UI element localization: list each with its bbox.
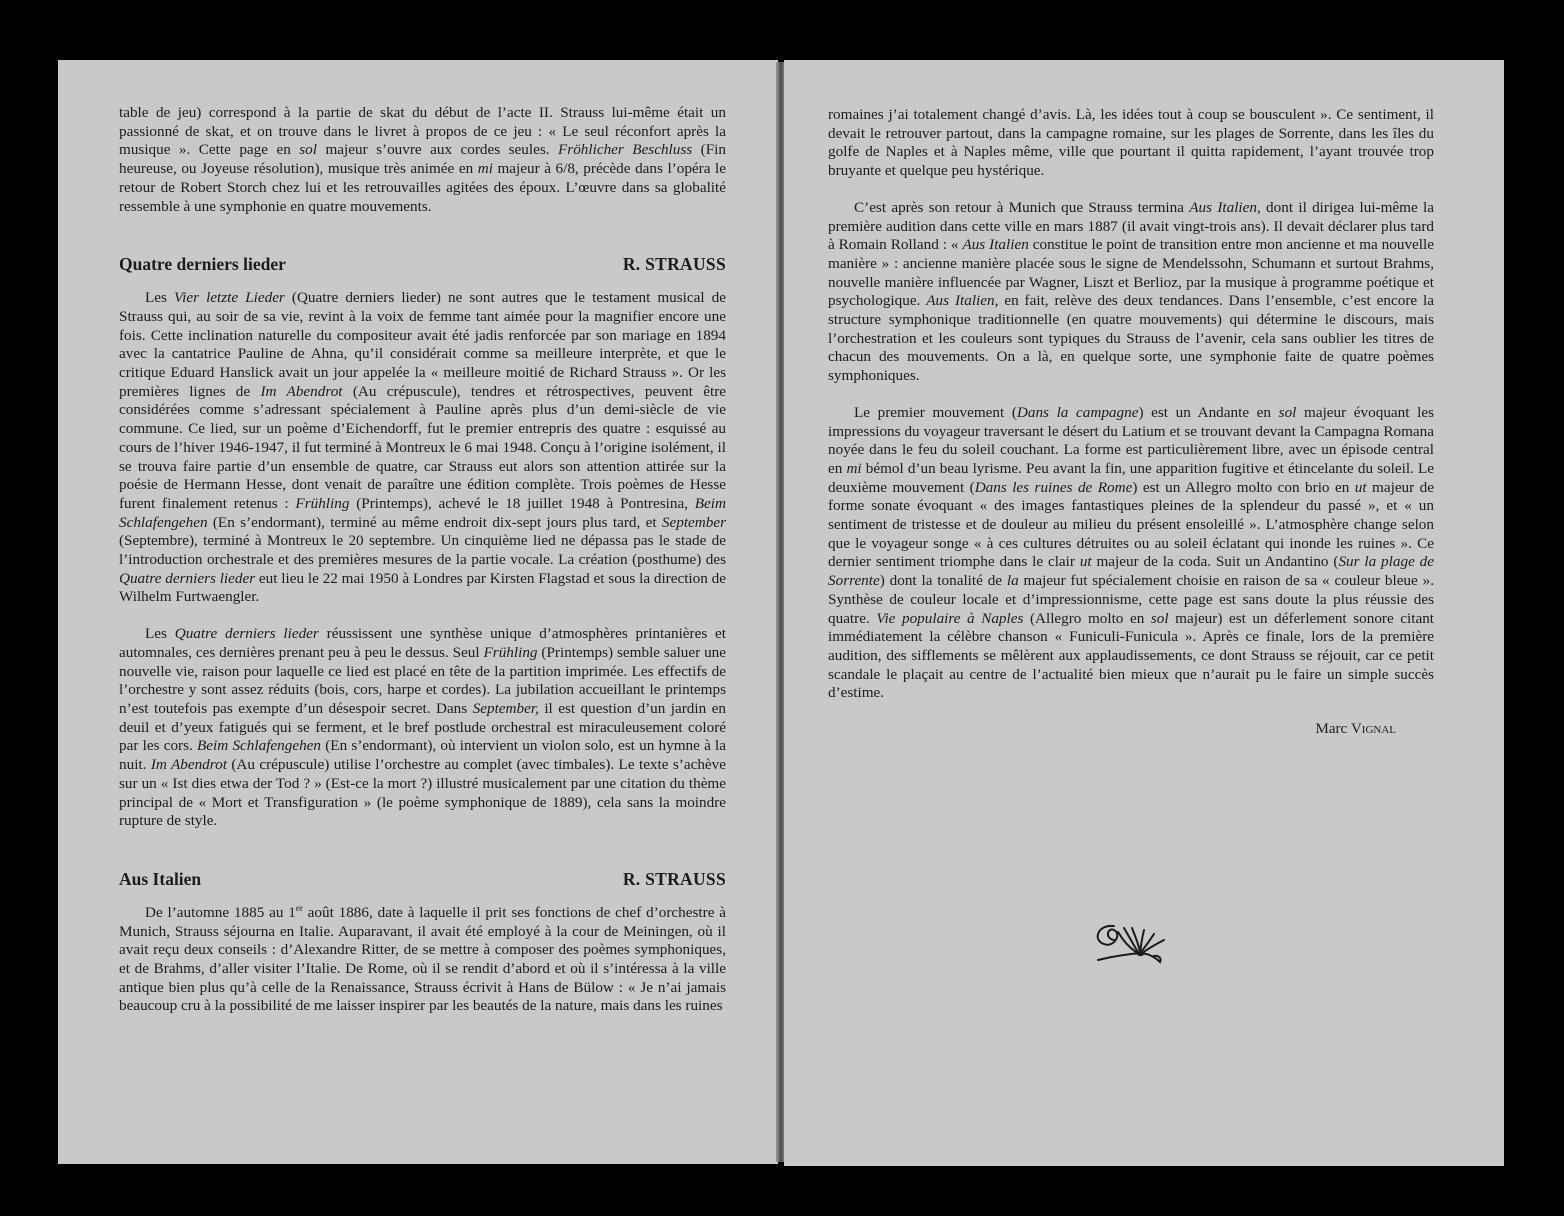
section-heading-quatre-derniers-lieder bbox=[119, 254, 726, 275]
lieder-paragraph-2: Les Quatre derniers lieder réussissent une synthèse unique d’atmosphères printanières et automnales, ces dernières prenant peu à peu le dessus. Seul Frühling (Printemps) semble saluer une nouvelle vie, raison pour laquelle ce lied est placé en tête de la partition imprimée. Les effectifs de l’orchestre y sont assez réduits (bois, cors, harpe et cordes). La jubilation accueillant le printemps n’est toutefois pas exempte d’un désespoir secret. Dans September, il est question d’un jardin en deuil et d’yeux fatigués qui se ferment, et le bref postlude orchestral est miraculeusement coloré par les cors. Beim Schlafengehen (En s’endormant), où intervient un violon solo, est un hymne à la nuit. Im Abendrot (Au crépuscule) utilise l’orchestre au complet (avec timbales). Le texte s’achève sur un « Ist dies etwa der Tod ? » (Est-ce la mort ?) illustré musicalement par une citation du thème principal de « Mort et Transfiguration » (le poème symphonique de 1889), cela sans la moindre rupture de style. bbox=[119, 625, 727, 830]
section-title: Quatre derniers lieder bbox=[119, 254, 286, 275]
aus-italien-paragraph-4: Le premier mouvement (Dans la campagne) est un Andante en sol majeur évoquant les impressions du voyageur traversant le désert du Latium et se trouvant devant la Campagna Romana noyée dans le feu du soleil couchant. La forme est particulièrement libre, avec un épisode central en mi bémol d’un beau lyrisme. Peu avant la fin, une apparition fugitive et étincelante du soleil. Le deuxième mouvement (Dans les ruines de Rome) est un Allegro molto con brio en ut majeur de forme sonate évoquant « des images fantastiques pleines de la splendeur du passé », et « un sentiment de tristesse et de douleur au milieu du présent ensoleillé ». L’atmosphère change selon que le voyageur songe « à ces cultures détruites ou au soleil éclatant qui inonde les ruines ». Ce dernier sentiment triomphe dans le clair ut majeur de la coda. Suit un Andantino (Sur la plage de Sorrente) dont la tonalité de la majeur fut spécialement choisie en raison de sa « couleur bleue ». Synthèse de couleur locale et d’impressionnisme, cette page est sans doute la plus réussie des quatre. Vie populaire à Naples (Allegro molto en sol majeur) est un déferlement sonore citant immédiatement la célèbre chanson « Funiculi-Funicula ». Après ce finale, lors de la première audition, des sifflements se mêlèrent aux applaudissements, ce dont Strauss se réjouit, car ce petit scandale le plaçait au centre de l’actualité bien mieux que n’aurait pu le faire un simple succès d’estime. bbox=[828, 403, 1435, 702]
aus-italien-paragraph-1: De l’automne 1885 au 1er août 1886, date à laquelle il prit ses fonctions de chef d’orchestre à Munich, Strauss séjourna en Italie. Auparavant, il avait été employé à la cour de Meiningen, où il avait reçu deux conseils : d’Alexandre Ritter, de se mettre à composer des poèmes symphoniques, et de Brahms, d’aller visiter l’Italie. De Rome, où il se rendit d’abord et où il s’intéressa à la ville antique bien plus qu’à celle de la Renaissance, Strauss écrivit à Hans de Bülow : « Je n’ai jamais beaucoup cru à la possibilité de me laisser inspirer par les beautés de la nature, mais dans les ruines bbox=[119, 902, 726, 1015]
flourish-vignette-icon bbox=[1084, 918, 1184, 968]
section-heading-aus-italien bbox=[119, 869, 726, 890]
right-page bbox=[784, 60, 1504, 1166]
author-signature: Marc Vignal bbox=[1315, 721, 1396, 738]
lieder-paragraph-1: Les Vier letzte Lieder (Quatre derniers lieder) ne sont autres que le testament musical de Strauss qui, au soir de sa vie, revint à la voix de femme tant aimée pour la magnifier encore une fois. Cette inclination naturelle du compositeur avait été jadis renforcée par son mariage en 1894 avec la cantatrice Pauline de Ahna, qu’il considérait comme sa meilleure interprète, et que le critique Eduard Hanslick avait un jour appelée la « meilleure moitié de Richard Strauss ». Or les premières lignes de Im Abendrot (Au crépuscule), tendres et rétrospectives, peuvent être considérées comme s’adressant spécialement à Pauline après plus d’un demi-siècle de vie commune. Ce lied, sur un poème d’Eichendorff, fut le premier entrepris des quatre : esquissé au cours de l’hiver 1946-1947, il fut terminé à Montreux le 6 mai 1948. Conçu à l’origine isolément, il se trouva faire partie d’un ensemble de quatre, car Strauss eut alors son attention attirée sur la poésie de Hermann Hesse, dont venait de paraître une édition complète. Trois poèmes de Hesse furent finalement retenus : Frühling (Printemps), achevé le 18 juillet 1948 à Pontresina, Beim Schlafengehen (En s’endormant), terminé au même endroit dix-sept jours plus tard, et September (Septembre), terminé à Montreux le 20 septembre. Un cinquième lied ne dépassa pas le stade de l’introduction orchestrale et des premières mesures de la partie vocale. La création (posthume) des Quatre derniers lieder eut lieu le 22 mai 1950 à Londres par Kirsten Flagstad et sous la direction de Wilhelm Furtwaengler. bbox=[119, 289, 726, 606]
section-composer: R. STRAUSS bbox=[622, 254, 726, 275]
aus-italien-paragraph-3: C’est après son retour à Munich que Strauss termina Aus Italien, dont il dirigea lui-même la première audition dans cette ville en mars 1887 (il avait vingt-trois ans). Il devait déclarer plus tard à Romain Rolland : « Aus Italien constitue le point de transition entre mon ancienne et ma nouvelle manière » : ancienne manière placée sous le signe de Mendelssohn, Schumann et surtout Brahms, nouvelle manière influencée par Wagner, Liszt et Berlioz, par la musique à programme poétique et psychologique. Aus Italien, en fait, relève des deux tendances. Dans l’ensemble, c’est encore la structure symphonique traditionnelle (en quatre mouvements) qui détermine le discours, mais l’orchestration et les couleurs sont typiques du Strauss de l’avenir, cela sans oublier les titres de chacun des mouvements. On a là, en quelque sorte, une symphonie faite de quatre poèmes symphoniques. bbox=[828, 198, 1434, 385]
intro-paragraph: table de jeu) correspond à la partie de skat du début de l’acte II. Strauss lui-même était un passionné de skat, et on trouve dans le livret à propos de ce jeu : « Le seul réconfort après la musique ». Cette page en sol majeur s’ouvre aux cordes seules. Fröhlicher Beschluss (Fin heureuse, ou Joyeuse résolution), musique très animée en mi majeur à 6/8, précède dans l’opéra le retour de Robert Storch chez lui et les retrouvailles agitées des époux. L’œuvre dans sa globalité ressemble à une symphonie en quatre mouvements. bbox=[119, 104, 726, 215]
section-title: Aus Italien bbox=[119, 868, 202, 889]
left-page bbox=[58, 60, 778, 1164]
section-composer: R. STRAUSS bbox=[622, 868, 726, 889]
aus-italien-paragraph-2: romaines j’ai totalement changé d’avis. Là, les idées tout à coup se bousculent ». Ce sentiment, il devait le retrouver partout, dans la campagne romaine, sur les plages de Sorrente, dans les îles du golfe de Naples et à Naples même, ville que pourtant il quitta rapidement, l’ayant trouvée trop bruyante et quelque peu hystérique. bbox=[828, 106, 1434, 180]
